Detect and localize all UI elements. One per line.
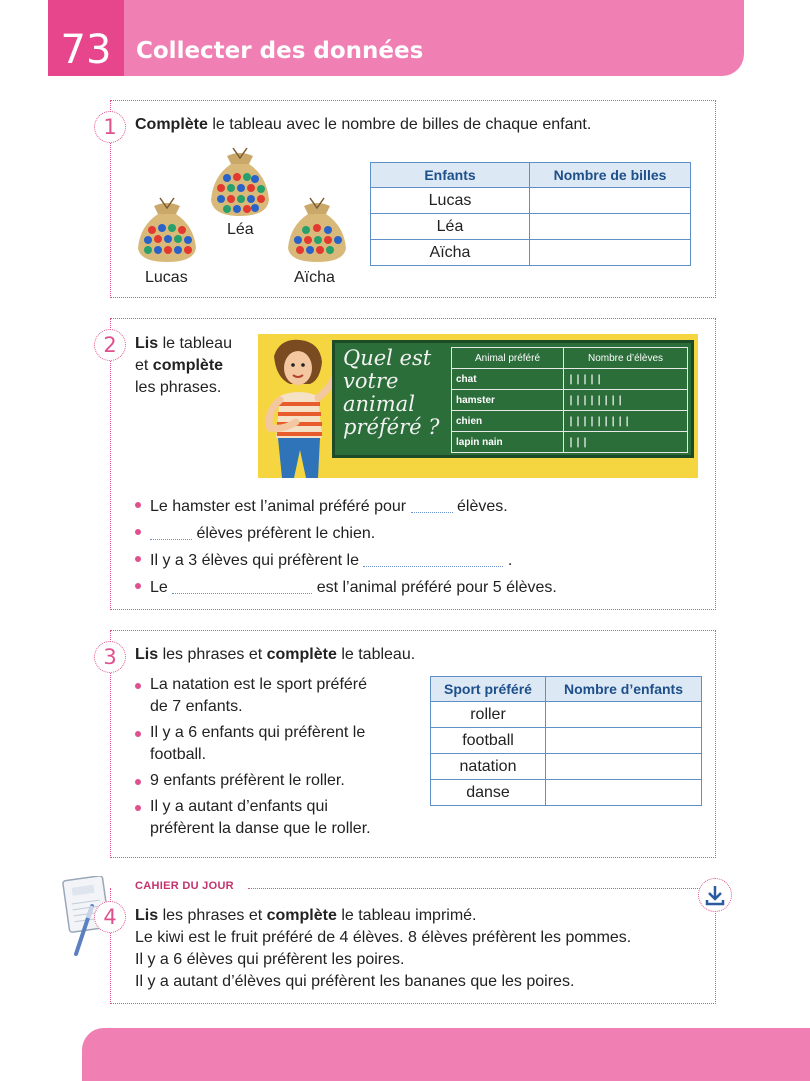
table-cell: Lucas xyxy=(371,188,530,214)
bag-label-lucas: Lucas xyxy=(145,269,188,286)
exercise-1-number: 1 xyxy=(94,111,126,143)
table-cell: Léa xyxy=(371,214,530,240)
instruction-keyword: Lis xyxy=(135,646,159,663)
instruction-keyword: complète xyxy=(266,646,337,663)
tally-marks: ||| xyxy=(564,432,688,453)
board-column-header: Nombre d’élèves xyxy=(564,348,688,369)
exercise-1-instruction xyxy=(135,116,591,134)
instruction-keyword: Complète xyxy=(135,116,208,133)
answer-cell[interactable] xyxy=(546,754,702,780)
answer-blank[interactable] xyxy=(411,512,453,513)
exercise-4-number: 4 xyxy=(94,901,126,933)
lesson-number: 73 xyxy=(48,0,124,76)
statement-line: préfèrent la danse que le roller. xyxy=(150,820,371,837)
exercise-4-instruction xyxy=(135,905,631,927)
board-question-line: animal xyxy=(343,392,415,416)
instruction-text: le tableau xyxy=(158,335,232,352)
download-icon xyxy=(699,879,731,911)
statement-line: La natation est le sport préféré xyxy=(150,676,368,693)
exercise-2-number: 2 xyxy=(94,329,126,361)
exercise-2-sentences xyxy=(135,493,557,601)
board-question-line: votre xyxy=(343,369,399,393)
sentence-text: Il y a 3 élèves qui préfèrent le xyxy=(150,552,360,569)
list-item xyxy=(135,770,371,792)
instruction-text: les phrases. xyxy=(135,379,222,396)
list-item xyxy=(135,520,557,547)
board-question-line: Quel est xyxy=(343,346,432,370)
instruction-text: les phrases et xyxy=(158,907,267,924)
sentence-text: Le hamster est l’animal préféré pour xyxy=(150,498,407,515)
table-cell: Aïcha xyxy=(371,240,530,266)
column-header: Nombre d’enfants xyxy=(546,677,702,702)
board-cell: chat xyxy=(452,369,564,390)
board-cell: lapin nain xyxy=(452,432,564,453)
answer-blank[interactable] xyxy=(172,593,312,594)
tally-marks: ||||||||| xyxy=(564,411,688,432)
board-cell: hamster xyxy=(452,390,564,411)
list-item xyxy=(135,722,371,766)
bag-label-aicha: Aïcha xyxy=(294,269,335,286)
answer-cell[interactable] xyxy=(546,702,702,728)
sports-table xyxy=(430,676,702,806)
answer-cell[interactable] xyxy=(546,728,702,754)
answer-blank[interactable] xyxy=(363,566,503,567)
board-question xyxy=(343,347,443,439)
column-header: Sport préféré xyxy=(431,677,546,702)
marble-bag-icon xyxy=(132,192,202,264)
cahier-label: CAHIER DU JOUR xyxy=(135,880,234,892)
instruction-text: les phrases et xyxy=(158,646,267,663)
footer-bar xyxy=(82,1028,810,1081)
table-cell: danse xyxy=(431,780,546,806)
sentence-text: est l’animal préféré pour 5 élèves. xyxy=(316,579,557,596)
chalkboard xyxy=(332,340,694,458)
exercise-2-instruction xyxy=(135,333,232,399)
board-column-header: Animal préféré xyxy=(452,348,564,369)
column-header: Nombre de billes xyxy=(530,163,691,188)
instruction-text: le tableau imprimé. xyxy=(336,907,477,924)
board-cell: chien xyxy=(452,411,564,432)
marbles-table xyxy=(370,162,691,266)
board-question-line: préféré ? xyxy=(343,415,440,439)
exercise-4-line: Il y a 6 élèves qui préfèrent les poires. xyxy=(135,951,405,968)
statement-line: Il y a 6 enfants qui préfèrent le xyxy=(150,724,366,741)
list-item xyxy=(135,796,371,840)
instruction-text: le tableau avec le nombre de billes de chaque enfant. xyxy=(207,116,592,133)
exercise-3-number: 3 xyxy=(94,641,126,673)
instruction-text: le tableau. xyxy=(336,646,416,663)
answer-blank[interactable] xyxy=(150,539,192,540)
bag-label-lea: Léa xyxy=(227,221,254,238)
instruction-keyword: Lis xyxy=(135,907,159,924)
statement-line: Il y a autant d’enfants qui xyxy=(150,798,328,815)
statement-line: 9 enfants préfèrent le roller. xyxy=(150,772,345,789)
teacher-figure xyxy=(260,338,336,478)
download-button[interactable] xyxy=(698,878,732,912)
board-table xyxy=(451,347,688,453)
tally-marks: ||||| xyxy=(564,369,688,390)
page-title: Collecter des données xyxy=(136,38,424,64)
exercise-4-text xyxy=(135,905,631,993)
table-cell: natation xyxy=(431,754,546,780)
answer-cell[interactable] xyxy=(546,780,702,806)
sentence-text: élèves. xyxy=(457,498,508,515)
exercise-4-line: Il y a autant d’élèves qui préfèrent les bananes que les poires. xyxy=(135,973,575,990)
instruction-keyword: complète xyxy=(266,907,337,924)
list-item xyxy=(135,547,557,574)
tally-marks: |||||||| xyxy=(564,390,688,411)
statement-line: de 7 enfants. xyxy=(150,698,243,715)
list-item xyxy=(135,574,557,601)
sentence-text: élèves préfèrent le chien. xyxy=(196,525,376,542)
exercise-3-statements xyxy=(135,674,371,840)
exercise-4-line: Le kiwi est le fruit préféré de 4 élèves. 8 élèves préfèrent les pommes. xyxy=(135,929,632,946)
statement-line: football. xyxy=(150,746,207,763)
sentence-text: . xyxy=(507,552,513,569)
instruction-keyword: complète xyxy=(152,357,224,374)
exercise-3-instruction xyxy=(135,646,415,664)
instruction-keyword: Lis xyxy=(135,335,159,352)
column-header: Enfants xyxy=(371,163,530,188)
table-cell: football xyxy=(431,728,546,754)
marble-bag-icon xyxy=(205,142,275,218)
favorite-animal-illustration xyxy=(258,334,698,478)
table-cell: roller xyxy=(431,702,546,728)
answer-cell[interactable] xyxy=(530,240,691,266)
list-item xyxy=(135,493,557,520)
list-item xyxy=(135,674,371,718)
instruction-text: et xyxy=(135,357,153,374)
marble-bag-icon xyxy=(282,192,352,264)
answer-cell[interactable] xyxy=(530,214,691,240)
answer-cell[interactable] xyxy=(530,188,691,214)
sentence-text: Le xyxy=(150,579,168,596)
